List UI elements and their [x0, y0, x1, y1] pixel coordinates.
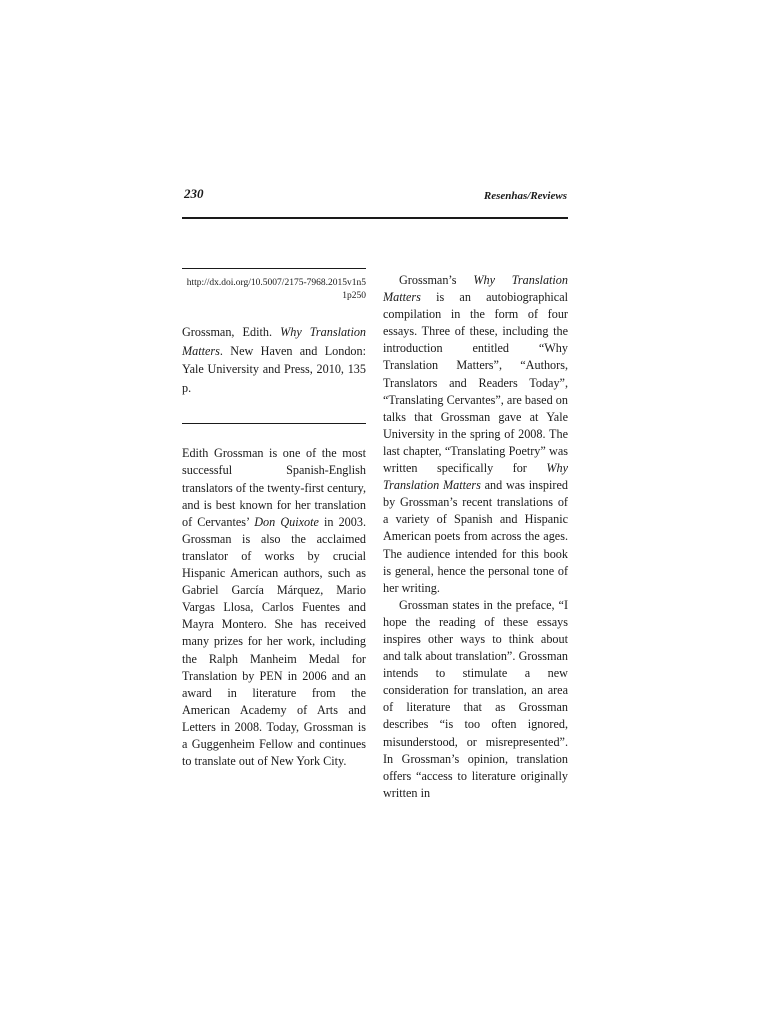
header-rule	[182, 217, 568, 219]
right-paragraph-2: Grossman states in the preface, “I hope the reading of these essays inspires other ways to think about and talk about translation”. Grossman intends to stimulate a new consideration for translation, an area of literature that as Grossman describes “is too often ignored, misunderstood, or misrepresented”. In Grossman’s opinion, translation offers “access to literature originally written in	[383, 597, 568, 800]
doi-rule	[182, 268, 366, 269]
left-paragraph	[182, 445, 366, 770]
right-paragraph-1-part2: is an autobiographical compilation in the form of four essays. Three of these, including the introduction entitled “Why Translation Matters”, “Authors, Translators and Readers Today”, “Translating Cervantes”, are based on talks that Grossman gave at Yale University in the spring of 2008. The last chapter, “Translating Poetry” was written specifically for	[383, 290, 568, 476]
right-paragraph-1-part1: Grossman’s	[399, 273, 474, 287]
left-paragraph-title: Don Quixote	[254, 514, 319, 529]
left-paragraph-part1: Edith Grossman is one of the most successful Spanish-English translators of the twenty-first century, and is best known for her translation of Cervantes’	[182, 446, 366, 529]
doi-link[interactable]: http://dx.doi.org/10.5007/2175-7968.2015v1n51p250	[186, 278, 366, 301]
citation-author: Grossman, Edith.	[182, 325, 272, 339]
right-paragraph-1-part3: and was inspired by Grossman’s recent translations of a variety of Spanish and Hispanic American poets from across the ages. The audience intended for this book is general, hence the personal tone of her writing.	[383, 478, 568, 595]
left-paragraph-part2: in 2003. Grossman is also the acclaimed translator of works by crucial Hispanic American authors, such as Gabriel García Márquez, Mario Vargas Llosa, Carlos Fuentes and Mayra Montero. She has received many prizes for her work, including the Ralph Manheim Medal for Translation by PEN in 2006 and an award in literature from the American Academy of Arts and Letters in 2008. Today, Grossman is a Guggenheim Fellow and continues to translate out of New York City.	[182, 514, 366, 769]
left-column	[182, 268, 366, 770]
right-paragraph-1	[383, 272, 568, 597]
citation-rule	[182, 423, 366, 424]
right-paragraph-1-title1: Why Translation Matters	[383, 273, 568, 305]
left-body-text	[182, 445, 366, 770]
citation-publication: . New Haven and London: Yale University and Press, 2010, 135 p.	[182, 343, 366, 395]
running-head: Resenhas/Reviews	[483, 190, 567, 202]
page-number: 230	[184, 186, 204, 201]
right-paragraph-1-title2: Why Translation Matters	[383, 461, 568, 493]
right-column	[383, 272, 568, 802]
book-citation	[182, 323, 366, 397]
citation-title: Why Translation Matters	[182, 325, 367, 358]
